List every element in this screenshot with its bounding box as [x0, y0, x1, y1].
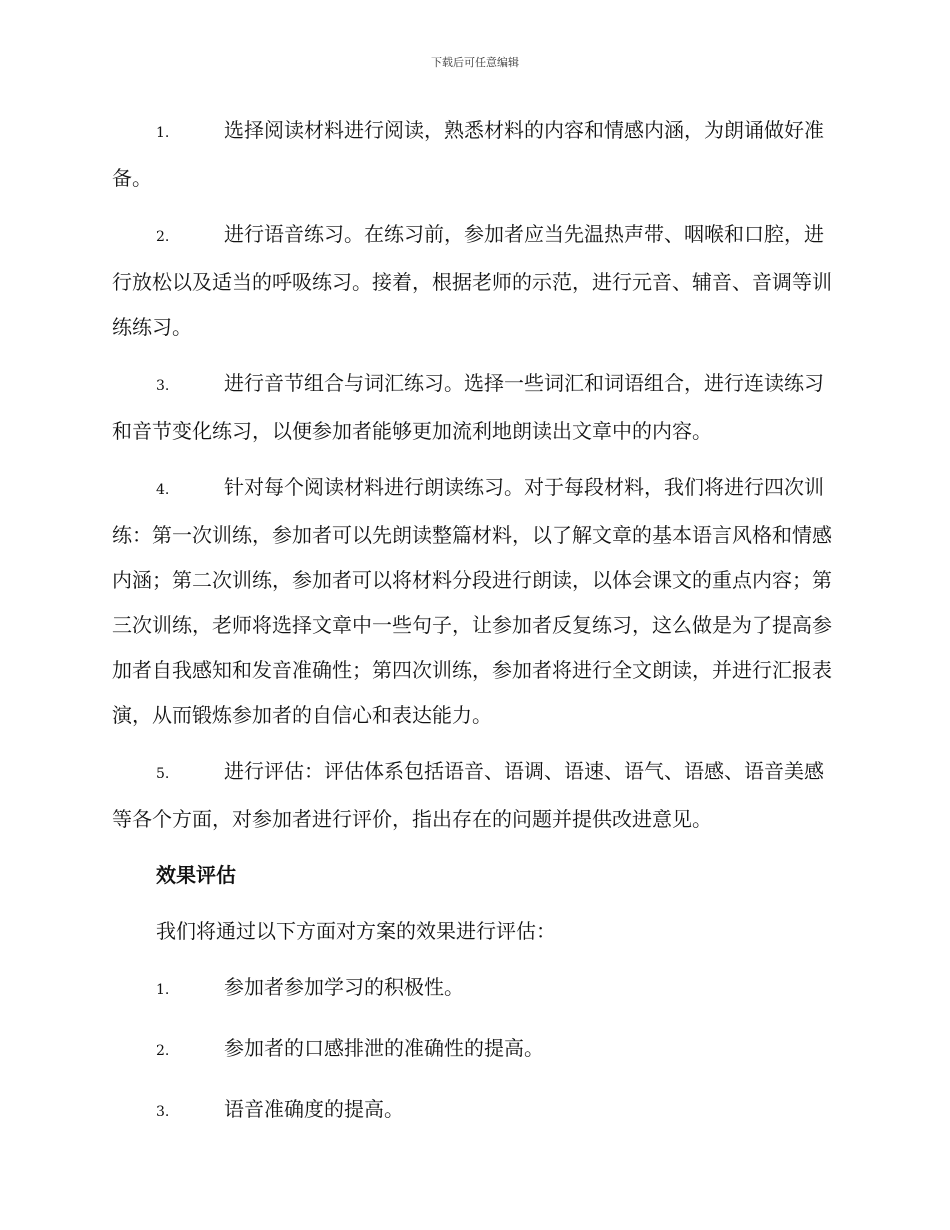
evaluation-text: 参加者参加学习的积极性。 — [224, 975, 464, 999]
step-item — [112, 108, 834, 201]
step-number: 1. — [156, 125, 170, 141]
step-item — [112, 212, 834, 350]
step-number: 5. — [156, 766, 170, 782]
evaluation-text: 参加者的口感排泄的准确性的提高。 — [224, 1036, 544, 1060]
evaluation-number: 1. — [156, 982, 170, 998]
step-item — [112, 361, 834, 454]
step-number: 2. — [156, 229, 170, 245]
section-heading: 效果评估 — [156, 863, 236, 887]
evaluation-item — [112, 1087, 834, 1135]
document-body — [112, 108, 834, 1148]
step-text: 进行语音练习。在练习前，参加者应当先温热声带、咽喉和口腔，进行放松以及适当的呼吸练习。接着，根据老师的示范，进行元音、辅音、音调等训练练习。 — [112, 222, 832, 339]
step-text: 进行音节组合与词汇练习。选择一些词汇和词语组合，进行连读练习和音节变化练习，以便参加者能够更加流利地朗读出文章中的内容。 — [112, 371, 824, 443]
step-text: 选择阅读材料进行阅读，熟悉材料的内容和情感内涵，为朗诵做好准备。 — [112, 118, 824, 190]
step-text: 针对每个阅读材料进行朗读练习。对于每段材料，我们将进行四次训练：第一次训练，参加者可以先朗读整篇材料，以了解文章的基本语言风格和情感内涵；第二次训练，参加者可以将材料分段进行朗读，以体会课文的重点内容；第三次训练，老师将选择文章中一些句子，让参加者反复练习，这么做是为了提高参加者自我感知和发音准确性；第四次训练，参加者将进行全文朗读，并进行汇报表演，从而锻炼参加者的自信心和表达能力。 — [112, 475, 832, 727]
evaluation-number: 3. — [156, 1104, 170, 1120]
section-intro: 我们将通过以下方面对方案的效果进行评估： — [156, 919, 556, 943]
evaluation-number: 2. — [156, 1043, 170, 1059]
step-number: 3. — [156, 378, 170, 394]
step-number: 4. — [156, 482, 170, 498]
evaluation-item — [112, 1026, 834, 1074]
step-item — [112, 465, 834, 738]
page-header: 下载后可任意编辑 — [431, 56, 519, 69]
evaluation-text: 语音准确度的提高。 — [224, 1097, 404, 1121]
evaluation-item — [112, 965, 834, 1013]
step-item — [112, 749, 834, 842]
step-text: 进行评估：评估体系包括语音、语调、语速、语气、语感、语音美感等各个方面，对参加者进行评价，指出存在的问题并提供改进意见。 — [112, 759, 824, 831]
